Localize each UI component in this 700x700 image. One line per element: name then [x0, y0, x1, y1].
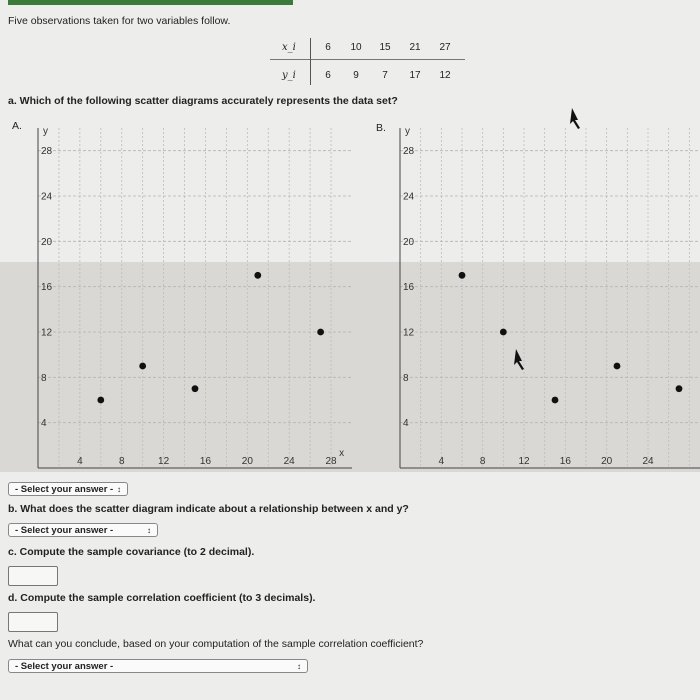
y-tick-label: 8 [403, 372, 409, 384]
table-cell: 9 [353, 70, 359, 81]
y-tick-label: 24 [41, 191, 53, 203]
y-tick-label: 20 [41, 236, 53, 248]
select-arrow-icon: ↕ [117, 485, 121, 494]
select-answer-a-value: - Select your answer - [15, 484, 114, 495]
intro-text: Five observations taken for two variables follow. [8, 15, 231, 27]
y-tick-label: 12 [403, 327, 415, 339]
table-header-x: x_i [282, 42, 296, 53]
y-axis-label: y [405, 126, 410, 137]
table-cell: 10 [350, 42, 362, 53]
question-conclusion: What can you conclude, based on your computation of the sample correlation coefficient? [8, 638, 424, 650]
select-conclusion-value: - Select your answer - [15, 661, 114, 672]
covariance-input[interactable] [8, 566, 58, 586]
y-tick-label: 4 [41, 418, 47, 430]
option-b-label: B. [376, 122, 386, 134]
table-cell: 15 [379, 42, 391, 53]
y-axis-label: y [43, 126, 48, 137]
question-d: d. Compute the sample correlation coefficient (to 3 decimals). [8, 592, 316, 604]
x-tick-label: 28 [325, 456, 337, 467]
y-tick-label: 28 [403, 146, 415, 158]
table-cell: 12 [439, 70, 451, 81]
table-cell: 6 [325, 42, 331, 53]
question-c: c. Compute the sample covariance (to 2 decimal). [8, 546, 255, 558]
x-axis-label: x [339, 448, 345, 459]
select-answer-b[interactable] [8, 523, 158, 537]
y-tick-label: 8 [41, 372, 47, 384]
select-answer-b-value: - Select your answer - [15, 525, 114, 536]
table-cell: 7 [382, 70, 388, 81]
table-cell: 6 [325, 70, 331, 81]
table-cell: 17 [409, 70, 421, 81]
table-cell: 21 [409, 42, 421, 53]
y-tick-label: 4 [403, 418, 409, 430]
select-answer-a[interactable] [8, 482, 128, 496]
correlation-input[interactable] [8, 612, 58, 632]
y-tick-label: 20 [403, 236, 415, 248]
question-b: b. What does the scatter diagram indicate about a relationship between x and y? [8, 503, 409, 515]
x-tick-label: 8 [118, 456, 125, 467]
table-header-y: y_i [282, 70, 296, 81]
y-tick-label: 12 [41, 327, 53, 339]
y-tick-label: 16 [41, 282, 53, 294]
table-cell: 27 [439, 42, 451, 53]
x-tick-label: 20 [241, 456, 253, 467]
y-tick-label: 16 [403, 282, 415, 294]
x-tick-label: 8 [479, 456, 486, 467]
x-tick-label: 16 [199, 456, 212, 467]
select-arrow-icon: ↕ [297, 662, 301, 671]
x-tick-label: 24 [642, 456, 654, 467]
select-arrow-icon: ↕ [147, 526, 151, 535]
select-conclusion[interactable] [8, 659, 308, 673]
x-tick-label: 12 [158, 456, 170, 467]
x-tick-label: 20 [601, 456, 613, 467]
x-tick-label: 4 [438, 456, 445, 467]
y-tick-label: 24 [403, 191, 415, 203]
data-point [552, 397, 559, 404]
y-tick-label: 28 [41, 146, 53, 158]
data-point [676, 385, 683, 392]
x-tick-label: 12 [518, 456, 530, 467]
data-point [614, 363, 621, 370]
data-point [459, 272, 466, 279]
data-point [500, 329, 507, 336]
x-tick-label: 16 [559, 456, 571, 467]
x-tick-label: 24 [283, 456, 295, 467]
plot-area [400, 128, 700, 468]
option-a-label: A. [12, 120, 22, 132]
question-a: a. Which of the following scatter diagrams accurately represents the data set? [8, 95, 398, 107]
x-tick-label: 4 [77, 456, 83, 467]
